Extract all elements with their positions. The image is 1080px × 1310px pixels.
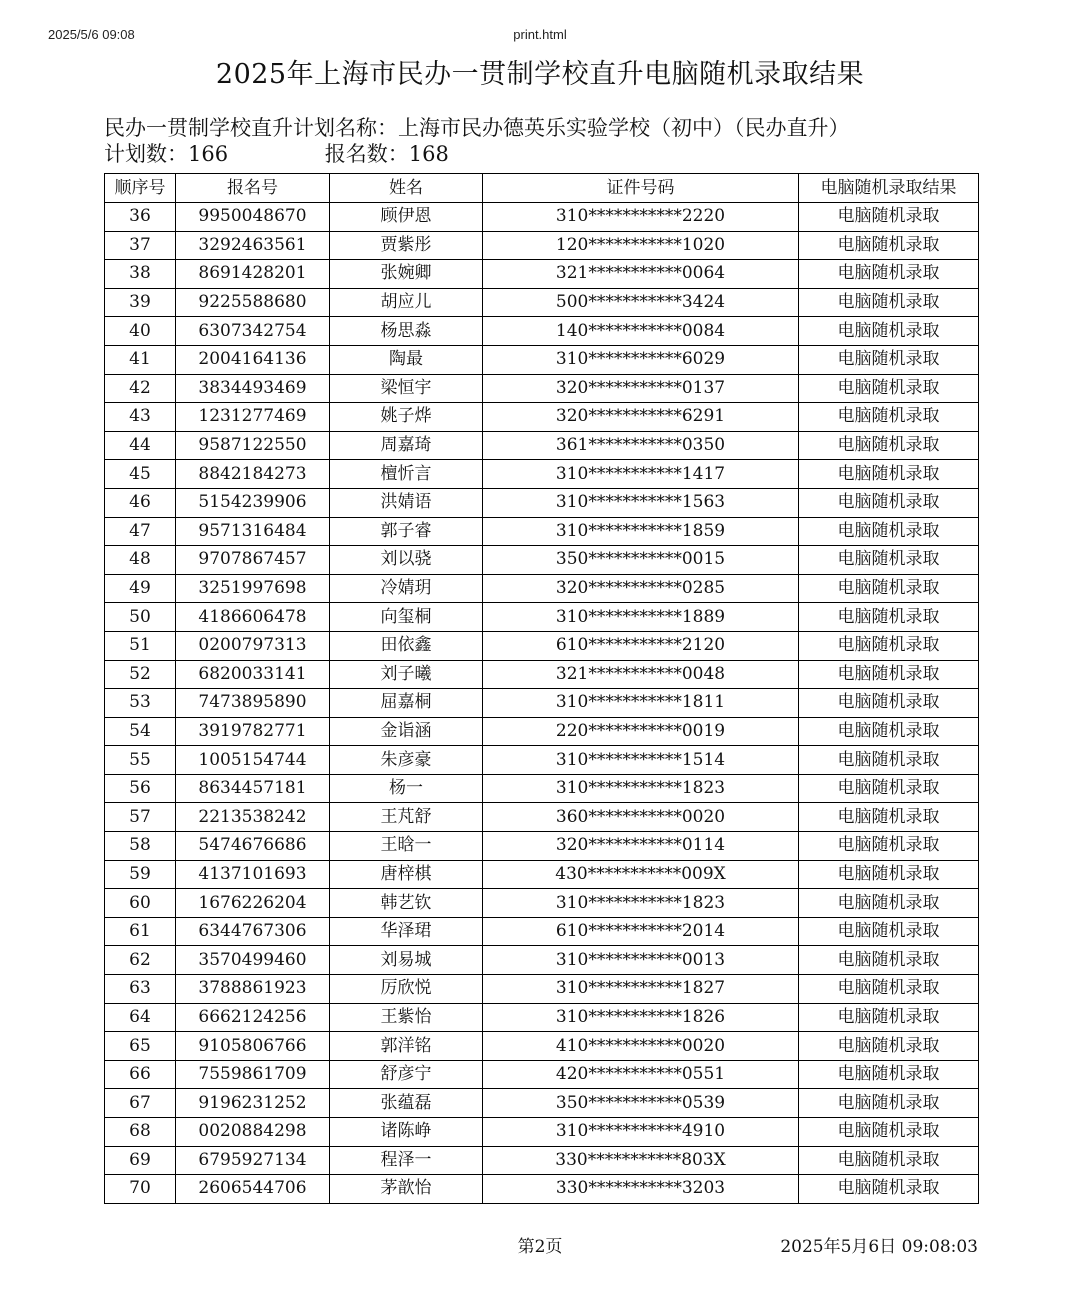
- cell-reg-no: 2004164136: [176, 345, 330, 374]
- table-row: [105, 1146, 979, 1175]
- table-row: [105, 1032, 979, 1061]
- table-row: [105, 345, 979, 374]
- cell-reg-no: 6307342754: [176, 317, 330, 346]
- cell-id-no: 361***********0350: [483, 431, 799, 460]
- table-row: [105, 660, 979, 689]
- cell-name: 朱彦豪: [330, 746, 483, 775]
- cell-id-no: 310***********1823: [483, 774, 799, 803]
- cell-result: 电脑随机录取: [799, 431, 979, 460]
- cell-result: 电脑随机录取: [799, 774, 979, 803]
- cell-result: 电脑随机录取: [799, 889, 979, 918]
- cell-name: 王晗一: [330, 832, 483, 861]
- cell-id-no: 430***********009X: [483, 860, 799, 889]
- cell-name: 诸陈峥: [330, 1118, 483, 1147]
- cell-seq: 43: [105, 403, 176, 432]
- cell-name: 檀忻言: [330, 460, 483, 489]
- cell-name: 华泽珺: [330, 917, 483, 946]
- cell-seq: 49: [105, 574, 176, 603]
- table-row: [105, 1060, 979, 1089]
- cell-result: 电脑随机录取: [799, 1003, 979, 1032]
- col-header-result: 电脑随机录取结果: [799, 174, 979, 203]
- cell-result: 电脑随机录取: [799, 975, 979, 1004]
- cell-seq: 39: [105, 288, 176, 317]
- cell-seq: 63: [105, 975, 176, 1004]
- table-row: [105, 631, 979, 660]
- table-row: [105, 431, 979, 460]
- print-filename: print.html: [513, 27, 567, 42]
- cell-result: 电脑随机录取: [799, 917, 979, 946]
- cell-id-no: 610***********2120: [483, 631, 799, 660]
- counts-line: [104, 138, 449, 168]
- table-row: [105, 946, 979, 975]
- cell-id-no: 310***********1811: [483, 689, 799, 718]
- cell-seq: 46: [105, 488, 176, 517]
- cell-id-no: 500***********3424: [483, 288, 799, 317]
- table-row: [105, 889, 979, 918]
- cell-name: 刘以骁: [330, 546, 483, 575]
- cell-id-no: 410***********0020: [483, 1032, 799, 1061]
- table-row: [105, 860, 979, 889]
- cell-result: 电脑随机录取: [799, 460, 979, 489]
- table-row: [105, 603, 979, 632]
- cell-name: 冷婧玥: [330, 574, 483, 603]
- results-table: [104, 173, 979, 1204]
- cell-reg-no: 9571316484: [176, 517, 330, 546]
- cell-name: 茅歆怡: [330, 1175, 483, 1204]
- cell-result: 电脑随机录取: [799, 1175, 979, 1204]
- cell-reg-no: 3292463561: [176, 231, 330, 260]
- table-row: [105, 917, 979, 946]
- cell-reg-no: 9587122550: [176, 431, 330, 460]
- cell-reg-no: 0020884298: [176, 1118, 330, 1147]
- table-row: [105, 288, 979, 317]
- cell-result: 电脑随机录取: [799, 345, 979, 374]
- cell-result: 电脑随机录取: [799, 660, 979, 689]
- table-row: [105, 203, 979, 232]
- cell-reg-no: 6344767306: [176, 917, 330, 946]
- table-row: [105, 1118, 979, 1147]
- cell-result: 电脑随机录取: [799, 1032, 979, 1061]
- cell-seq: 56: [105, 774, 176, 803]
- print-datetime: 2025/5/6 09:08: [48, 27, 135, 42]
- cell-result: 电脑随机录取: [799, 546, 979, 575]
- cell-id-no: 320***********0285: [483, 574, 799, 603]
- cell-name: 程泽一: [330, 1146, 483, 1175]
- cell-reg-no: 9707867457: [176, 546, 330, 575]
- table-row: [105, 746, 979, 775]
- cell-name: 郭子睿: [330, 517, 483, 546]
- cell-result: 电脑随机录取: [799, 689, 979, 718]
- cell-seq: 55: [105, 746, 176, 775]
- cell-result: 电脑随机录取: [799, 1146, 979, 1175]
- table-row: [105, 546, 979, 575]
- plan-name: 民办一贯制学校直升计划名称：上海市民办德英乐实验学校（初中）（民办直升）: [104, 116, 850, 140]
- cell-seq: 50: [105, 603, 176, 632]
- cell-seq: 68: [105, 1118, 176, 1147]
- cell-reg-no: 0200797313: [176, 631, 330, 660]
- cell-reg-no: 8842184273: [176, 460, 330, 489]
- cell-reg-no: 5474676686: [176, 832, 330, 861]
- cell-name: 洪婧语: [330, 488, 483, 517]
- page-number: 第2页: [517, 1237, 563, 1257]
- plan-count: 计划数：166: [104, 142, 229, 166]
- cell-seq: 41: [105, 345, 176, 374]
- table-row: [105, 774, 979, 803]
- cell-name: 韩艺钦: [330, 889, 483, 918]
- cell-name: 舒彦宁: [330, 1060, 483, 1089]
- cell-seq: 40: [105, 317, 176, 346]
- table-row: [105, 260, 979, 289]
- cell-id-no: 350***********0539: [483, 1089, 799, 1118]
- cell-id-no: 310***********0013: [483, 946, 799, 975]
- cell-id-no: 310***********4910: [483, 1118, 799, 1147]
- cell-seq: 36: [105, 203, 176, 232]
- cell-name: 金诣涵: [330, 717, 483, 746]
- cell-name: 杨思淼: [330, 317, 483, 346]
- cell-name: 杨一: [330, 774, 483, 803]
- cell-seq: 70: [105, 1175, 176, 1204]
- cell-seq: 53: [105, 689, 176, 718]
- cell-id-no: 321***********0064: [483, 260, 799, 289]
- col-header-seq: 顺序号: [105, 174, 176, 203]
- cell-reg-no: 3919782771: [176, 717, 330, 746]
- table-row: [105, 1175, 979, 1204]
- cell-id-no: 220***********0019: [483, 717, 799, 746]
- cell-seq: 52: [105, 660, 176, 689]
- table-body: [105, 203, 979, 1204]
- cell-name: 贾紫彤: [330, 231, 483, 260]
- cell-id-no: 321***********0048: [483, 660, 799, 689]
- cell-id-no: 360***********0020: [483, 803, 799, 832]
- cell-reg-no: 6795927134: [176, 1146, 330, 1175]
- cell-seq: 57: [105, 803, 176, 832]
- cell-seq: 65: [105, 1032, 176, 1061]
- cell-result: 电脑随机录取: [799, 860, 979, 889]
- cell-id-no: 310***********1514: [483, 746, 799, 775]
- cell-id-no: 350***********0015: [483, 546, 799, 575]
- cell-id-no: 310***********2220: [483, 203, 799, 232]
- cell-result: 电脑随机录取: [799, 946, 979, 975]
- apply-count: 报名数：168: [324, 142, 449, 166]
- cell-seq: 66: [105, 1060, 176, 1089]
- cell-name: 张蕴磊: [330, 1089, 483, 1118]
- cell-name: 胡应儿: [330, 288, 483, 317]
- table-row: [105, 1089, 979, 1118]
- cell-id-no: 310***********1563: [483, 488, 799, 517]
- cell-seq: 38: [105, 260, 176, 289]
- cell-reg-no: 1005154744: [176, 746, 330, 775]
- cell-reg-no: 7559861709: [176, 1060, 330, 1089]
- cell-reg-no: 4137101693: [176, 860, 330, 889]
- cell-reg-no: 2213538242: [176, 803, 330, 832]
- table-row: [105, 975, 979, 1004]
- col-header-name: 姓名: [330, 174, 483, 203]
- cell-reg-no: 5154239906: [176, 488, 330, 517]
- cell-reg-no: 9225588680: [176, 288, 330, 317]
- cell-seq: 37: [105, 231, 176, 260]
- cell-seq: 45: [105, 460, 176, 489]
- table-row: [105, 832, 979, 861]
- cell-reg-no: 2606544706: [176, 1175, 330, 1204]
- page-title: 2025年上海市民办一贯制学校直升电脑随机录取结果: [215, 59, 865, 90]
- cell-reg-no: 1676226204: [176, 889, 330, 918]
- cell-name: 姚子烨: [330, 403, 483, 432]
- cell-name: 屈嘉桐: [330, 689, 483, 718]
- cell-result: 电脑随机录取: [799, 517, 979, 546]
- cell-reg-no: 1231277469: [176, 403, 330, 432]
- cell-seq: 48: [105, 546, 176, 575]
- cell-result: 电脑随机录取: [799, 488, 979, 517]
- cell-result: 电脑随机录取: [799, 231, 979, 260]
- cell-result: 电脑随机录取: [799, 374, 979, 403]
- table-row: [105, 317, 979, 346]
- cell-seq: 54: [105, 717, 176, 746]
- col-header-reg-no: 报名号: [176, 174, 330, 203]
- cell-id-no: 420***********0551: [483, 1060, 799, 1089]
- cell-reg-no: 9196231252: [176, 1089, 330, 1118]
- cell-seq: 67: [105, 1089, 176, 1118]
- cell-result: 电脑随机录取: [799, 403, 979, 432]
- cell-reg-no: 6662124256: [176, 1003, 330, 1032]
- cell-result: 电脑随机录取: [799, 603, 979, 632]
- cell-name: 王芃舒: [330, 803, 483, 832]
- cell-seq: 61: [105, 917, 176, 946]
- cell-id-no: 320***********6291: [483, 403, 799, 432]
- table-row: [105, 403, 979, 432]
- cell-id-no: 140***********0084: [483, 317, 799, 346]
- cell-name: 张婉卿: [330, 260, 483, 289]
- cell-name: 厉欣悦: [330, 975, 483, 1004]
- cell-id-no: 120***********1020: [483, 231, 799, 260]
- cell-id-no: 310***********1826: [483, 1003, 799, 1032]
- table-row: [105, 1003, 979, 1032]
- cell-result: 电脑随机录取: [799, 803, 979, 832]
- cell-id-no: 310***********1417: [483, 460, 799, 489]
- cell-name: 田依鑫: [330, 631, 483, 660]
- cell-id-no: 320***********0137: [483, 374, 799, 403]
- cell-id-no: 330***********803X: [483, 1146, 799, 1175]
- cell-id-no: 610***********2014: [483, 917, 799, 946]
- cell-seq: 64: [105, 1003, 176, 1032]
- cell-id-no: 320***********0114: [483, 832, 799, 861]
- cell-id-no: 310***********1827: [483, 975, 799, 1004]
- cell-id-no: 310***********1859: [483, 517, 799, 546]
- cell-result: 电脑随机录取: [799, 832, 979, 861]
- cell-result: 电脑随机录取: [799, 1060, 979, 1089]
- cell-reg-no: 3251997698: [176, 574, 330, 603]
- cell-result: 电脑随机录取: [799, 317, 979, 346]
- cell-name: 刘易城: [330, 946, 483, 975]
- cell-seq: 60: [105, 889, 176, 918]
- cell-seq: 42: [105, 374, 176, 403]
- cell-reg-no: 3834493469: [176, 374, 330, 403]
- cell-reg-no: 8691428201: [176, 260, 330, 289]
- table-row: [105, 517, 979, 546]
- cell-result: 电脑随机录取: [799, 574, 979, 603]
- cell-reg-no: 4186606478: [176, 603, 330, 632]
- table-row: [105, 488, 979, 517]
- cell-id-no: 330***********3203: [483, 1175, 799, 1204]
- cell-reg-no: 9105806766: [176, 1032, 330, 1061]
- cell-name: 周嘉琦: [330, 431, 483, 460]
- cell-reg-no: 7473895890: [176, 689, 330, 718]
- table-row: [105, 231, 979, 260]
- cell-result: 电脑随机录取: [799, 203, 979, 232]
- cell-seq: 59: [105, 860, 176, 889]
- cell-name: 向玺桐: [330, 603, 483, 632]
- cell-name: 王紫怡: [330, 1003, 483, 1032]
- cell-seq: 58: [105, 832, 176, 861]
- cell-result: 电脑随机录取: [799, 1118, 979, 1147]
- footer-timestamp: 2025年5月6日 09:08:03: [780, 1237, 978, 1257]
- cell-result: 电脑随机录取: [799, 288, 979, 317]
- table-row: [105, 689, 979, 718]
- cell-seq: 69: [105, 1146, 176, 1175]
- cell-reg-no: 3788861923: [176, 975, 330, 1004]
- cell-id-no: 310***********1889: [483, 603, 799, 632]
- cell-name: 梁恒宇: [330, 374, 483, 403]
- cell-name: 唐梓棋: [330, 860, 483, 889]
- cell-reg-no: 9950048670: [176, 203, 330, 232]
- col-header-id-no: 证件号码: [483, 174, 799, 203]
- cell-seq: 47: [105, 517, 176, 546]
- cell-seq: 62: [105, 946, 176, 975]
- cell-result: 电脑随机录取: [799, 631, 979, 660]
- cell-name: 顾伊恩: [330, 203, 483, 232]
- table-row: [105, 460, 979, 489]
- table-row: [105, 803, 979, 832]
- cell-seq: 44: [105, 431, 176, 460]
- cell-id-no: 310***********6029: [483, 345, 799, 374]
- table-header-row: [105, 174, 979, 203]
- cell-name: 陶最: [330, 345, 483, 374]
- cell-result: 电脑随机录取: [799, 1089, 979, 1118]
- table-row: [105, 717, 979, 746]
- cell-reg-no: 3570499460: [176, 946, 330, 975]
- table-row: [105, 574, 979, 603]
- cell-result: 电脑随机录取: [799, 260, 979, 289]
- cell-result: 电脑随机录取: [799, 717, 979, 746]
- cell-reg-no: 8634457181: [176, 774, 330, 803]
- cell-reg-no: 6820033141: [176, 660, 330, 689]
- cell-name: 刘子曦: [330, 660, 483, 689]
- table-row: [105, 374, 979, 403]
- cell-seq: 51: [105, 631, 176, 660]
- cell-id-no: 310***********1823: [483, 889, 799, 918]
- cell-name: 郭洋铭: [330, 1032, 483, 1061]
- cell-result: 电脑随机录取: [799, 746, 979, 775]
